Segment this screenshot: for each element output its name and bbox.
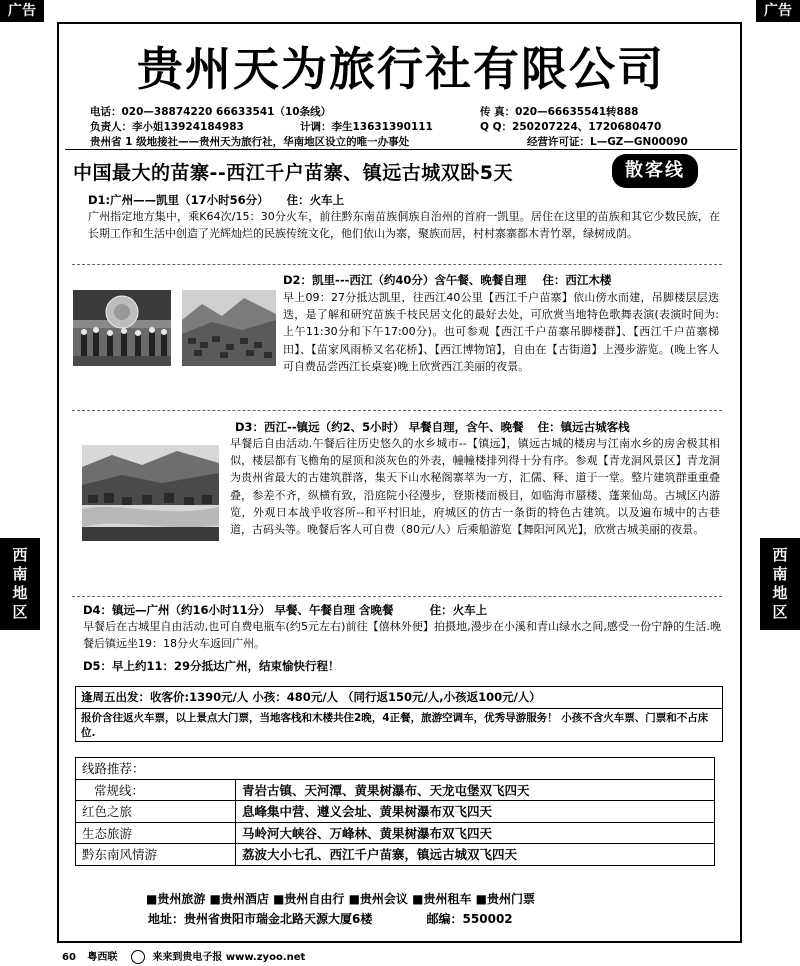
zhenyuan-town-photo-art	[82, 445, 219, 541]
contact-reception: 贵州省 1 级地接社——贵州天为旅行社，华南地区设立的唯一办事处	[90, 136, 410, 148]
route-desc: 息峰集中营、遵义会址、黄果树瀑布双飞四天	[236, 801, 715, 823]
side-char: 南	[772, 565, 788, 583]
contact-manager: 负责人：李小姐13924184983	[90, 121, 244, 133]
route-desc: 荔波大小七孔、西江千户苗寨，镇远古城双飞四天	[236, 844, 715, 866]
contact-qq: Q Q：250207224、1720680470	[480, 121, 662, 133]
day1-heading	[88, 192, 344, 208]
contact-phone: 电话：020—38874220 66633541（10条线）	[90, 106, 332, 118]
publisher: 来来到贵电子报 www.zyoo.net	[152, 952, 306, 963]
price-box	[75, 686, 723, 742]
ad-tag-left: 广告	[0, 0, 44, 22]
dashed-divider	[72, 410, 722, 411]
xijiang-village-photo	[182, 290, 276, 366]
day4-stay: 住：火车上	[429, 603, 488, 617]
day1-text: 广州指定地方集中，乘K64次/15：30分火车，前往黔东南苗族侗族自治州的首府一凯里。居住在这里的苗族和其它少数民族，在长期工作和生活中创造了光辉灿烂的民族传统文化，他们依山为寨，聚族而居，村村寨寨都木青竹翠，绿树成荫。	[88, 210, 720, 241]
table-row	[76, 779, 715, 801]
table-row	[76, 844, 715, 866]
company-title: 贵州天为旅行社有限公司	[137, 42, 665, 96]
tour-headline: 中国最大的苗寨--西江千户苗寨、镇远古城双卧5天	[73, 162, 513, 184]
day1-route: D1:广州——凯里（17小时56分）	[88, 193, 269, 207]
ad-tag-right: 广告	[756, 0, 800, 22]
day1-stay: 住：火车上	[286, 193, 345, 207]
day2-stay: 住：西江木楼	[542, 273, 612, 287]
side-char: 西	[12, 546, 28, 564]
route-name: 红色之旅	[76, 801, 236, 823]
table-row	[76, 758, 715, 780]
route-desc: 马岭河大峡谷、万峰林、黄果树瀑布双飞四天	[236, 822, 715, 844]
page-footer	[62, 948, 305, 964]
contact-planner: 计调：李生13631390111	[300, 121, 433, 133]
price-line: 逢周五出发：收客价:1390元/人 小孩：480元/人 （同行返150元/人,小孩返100元/人）	[81, 690, 541, 704]
side-char: 西	[772, 546, 788, 564]
day5-heading: D5：早上约11：29分抵达广州，结束愉快行程！	[83, 659, 340, 673]
side-char: 南	[12, 565, 28, 583]
service-tag: ■贵州酒店	[209, 892, 269, 906]
route-name: 生态旅游	[76, 822, 236, 844]
table-row	[76, 801, 715, 823]
day3-route: D3：西江--镇远（约2、5小时） 早餐自理，含午、晚餐	[235, 420, 524, 434]
page-number: 60	[62, 952, 76, 963]
publisher-logo-icon	[131, 950, 145, 964]
postcode: 邮编：550002	[426, 912, 513, 926]
day2-heading	[283, 272, 611, 288]
day3-stay: 住：镇远古城客栈	[537, 420, 630, 434]
side-tab-right	[760, 538, 800, 630]
xijiang-village-photo-art	[182, 290, 276, 366]
day4-text: 早餐后在古城里自由活动,也可自费电瓶车(约5元左右)前往【僖林外便】拍摄地,漫步在小溪和青山绿水之间,感受一份宁静的生活.晚餐后镇远坐19：18分火车返回广州。	[83, 620, 721, 651]
section-name: 粤西联	[87, 952, 118, 963]
day3-text: 早餐后自由活动.午餐后往历史悠久的水乡城市--【镇远】，镇远古城的楼房与江南水乡的房舍极其相似，楼层都有飞檐角的屋顶和淡灰色的外表，幢幢楼排列得十分有序。参观【青龙洞风景区】青龙洞为贵州省最大的古建筑群落，集天下山水秘阁寨萃为一方，汇儒、释、道于一堂。整片建筑群重重叠叠，参差不齐，纵横有致，沿庭院小径漫步，登斯楼而极目，如临海市蜃楼、蓬莱仙岛。古城区内游览，外观日本战乎收容所--和平村旧址，府城区的仿古一条街的特色古建筑。以及遍布城中的古巷道，古码头等。晚餐后客人可自费（80元/人）后乘船游览【舞阳河风光】，欣赏古城美丽的夜景。	[230, 437, 720, 537]
group-tour-badge: 散客线	[612, 154, 698, 188]
day3-heading	[235, 419, 630, 435]
side-tab-left	[0, 538, 40, 630]
dashed-divider	[72, 596, 722, 597]
route-table	[75, 757, 715, 866]
address-line	[148, 910, 513, 927]
zhenyuan-town-photo	[82, 445, 219, 541]
contact-fax: 传 真：020—66635541转888	[480, 106, 639, 118]
address: 地址：贵州省贵阳市瑞金北路天源大厦6楼	[148, 912, 373, 926]
service-tag: ■贵州会议	[348, 892, 408, 906]
side-char: 地	[12, 584, 28, 602]
route-desc: 青岩古镇、天河潭、黄果树瀑布、天龙屯堡双飞四天	[236, 779, 715, 801]
route-name: 黔东南风情游	[76, 844, 236, 866]
table-row	[76, 822, 715, 844]
service-tag: ■贵州租车	[412, 892, 472, 906]
service-tags	[146, 890, 535, 907]
day2-route: D2：凯里---西江（约40分）含午餐、晚餐自理	[283, 273, 527, 287]
divider	[76, 708, 722, 709]
service-tag: ■贵州旅游	[146, 892, 206, 906]
day4-heading	[83, 602, 487, 618]
miao-dance-photo-art	[73, 290, 171, 366]
dashed-divider	[72, 264, 722, 265]
day4-route: D4：镇远—广州（约16小时11分） 早餐、午餐自理 含晚餐	[83, 603, 394, 617]
service-tag: ■贵州门票	[475, 892, 535, 906]
route-name: 常规线：	[76, 779, 236, 801]
miao-dance-photo	[73, 290, 171, 366]
side-char: 区	[772, 603, 788, 621]
route-table-title: 线路推荐：	[76, 758, 715, 780]
price-note: 报价含往返火车票，以上景点大门票，当地客栈和木楼共住2晚，4正餐，旅游空调车，优秀导游服务！ 小孩不含火车票、门票和不占床位.	[81, 712, 709, 739]
side-char: 区	[12, 603, 28, 621]
day2-text: 早上09：27分抵达凯里，往西江40公里【西江千户苗寨】依山傍水而建，吊脚楼层层迭迭，是了解和研究苗族千枝民居文化的最好去处，可欣赏当地特色歌舞表演(表演时间为:上午11:30分和下午17:00分)。也可参观【西江千户苗寨吊脚楼群】、【西江千户苗寨梯田】、【苗家风雨桥又名花桥】、【西江博物馆】，自由在【古街道】上漫步游览。(晚上客人可自费品尝西江长桌宴)晚上欣赏西江美丽的夜景。	[283, 291, 719, 373]
service-tag: ■贵州自由行	[273, 892, 345, 906]
side-char: 地	[772, 584, 788, 602]
divider	[65, 149, 737, 150]
contact-license: 经营许可证：L—GZ—GN00090	[527, 136, 688, 148]
